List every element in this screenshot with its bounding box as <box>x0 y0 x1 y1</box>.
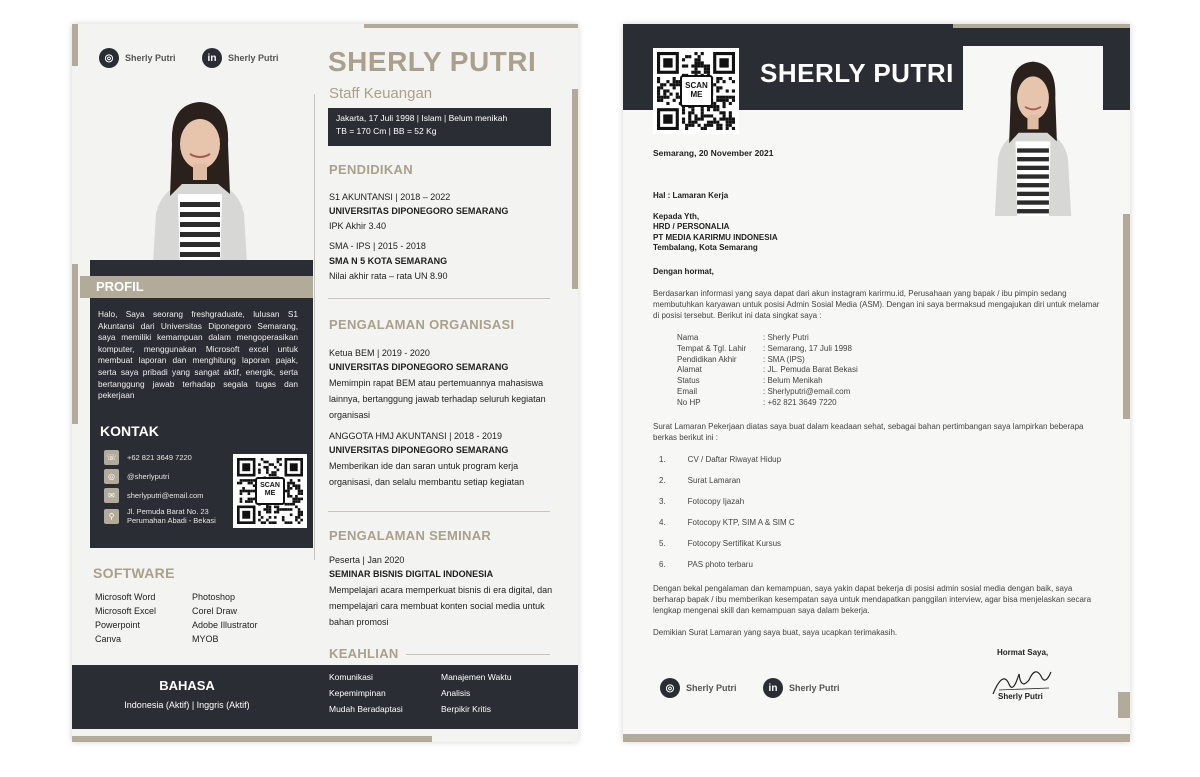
letter-paragraph-4: Demikian Surat Lamaran yang saya buat, saya ucapkan terimakasih. <box>653 628 898 637</box>
bahasa-heading: BAHASA <box>159 678 215 693</box>
kontak-email[interactable]: ✉ sherlyputri@email.com <box>104 488 239 503</box>
kontak-phone[interactable]: ☏ +62 821 3649 7220 <box>104 450 239 465</box>
organisasi-section: Ketua BEM | 2019 - 2020 UNIVERSITAS DIPONEGORO SEMARANG Memimpin rapat BEM atau pertemuannya mahasiswa lainnya, bertanggung jawab terhadap seluruh kegiatan organisasi ANGGOTA HMJ AKUNTANSI | 2018 - 2019 UNIVERSITAS DIPONEGORO SEMARANG Memberikan ide dan saran untuk program kerja organisasi, dan selalu membantu setiap kegiatan <box>329 348 546 487</box>
seminar-section: Peserta | Jan 2020 SEMINAR BISNIS DIGITAL INDONESIA Mempelajari acara memperkuat bisnis di era digital, dan mempelajari cara membuat konten social media untuk bahan promosi <box>329 555 553 627</box>
accent-bar <box>72 264 78 424</box>
letter-details <box>677 333 923 409</box>
keahlian-item: Berpikir Kritis <box>441 704 492 714</box>
profil-text: Halo, Saya seorang freshgraduate, lulusan S1 Akuntansi dari Universitas Diponegoro Semarang, saya memiliki kemampuan dalam mengoperasikan komputer, menggunakan Microsoft excel untuk membuat laporan dan menghitung laporan pajak, serta saya pribadi yang sangat aktif, energik, serta bertanggung jawab terhadap segala tugas dan pekerjaan <box>98 309 298 401</box>
detail-key: Alamat <box>677 365 702 375</box>
attachment-number: 6. <box>659 560 666 569</box>
detail-value: : +62 821 3649 7220 <box>763 397 837 407</box>
instagram-icon: ◎ <box>660 678 680 698</box>
detail-key: Email <box>677 386 698 396</box>
attachment-item <box>659 476 795 485</box>
accent-bar <box>364 24 578 28</box>
attachment-number: 5. <box>659 539 666 548</box>
letter-paragraph-1: Berdasarkan informasi yang saya dapat dari akun instagram karirmu.id, Perusahaan yang bapak / ibu pimpin sedang membutuhkan karyawan untuk posisi Admin Sosial Media (ASM). Dengan ini saya bermaksud mengajukan diri untuk melamar di posisi tersebut. Berikut ini data singkat saya : <box>653 289 1100 321</box>
attachment-item <box>659 518 795 527</box>
qr-code-icon[interactable] <box>653 48 739 134</box>
letter-date: Semarang, 20 November 2021 <box>653 148 774 158</box>
software-item: Corel Draw <box>192 606 238 616</box>
attachment-text: Fotocopy Ijazah <box>687 497 745 506</box>
kontak-address: ⚲ Jl. Pemuda Barat No. 23 Perumahan Abadi - Bekasi <box>104 507 239 525</box>
keahlian-item: Mudah Beradaptasi <box>329 704 403 714</box>
attachment-text: Fotocopy Sertifikat Kursus <box>687 539 782 548</box>
detail-value: : JL. Pemuda Barat Bekasi <box>763 365 858 375</box>
qr-scan-label: SCAN ME <box>255 477 285 505</box>
software-item: Photoshop <box>192 592 236 602</box>
attachment-number: 1. <box>659 455 666 464</box>
accent-bar <box>623 734 1130 742</box>
keahlian-item: Manajemen Waktu <box>441 672 512 682</box>
letter-name: SHERLY PUTRI <box>760 58 954 88</box>
accent-gap <box>432 736 578 742</box>
detail-value: : SMA (IPS) <box>763 354 805 364</box>
detail-value: : Semarang, 17 Juli 1998 <box>763 343 852 353</box>
letter-subject: Hal : Lamaran Kerja <box>653 191 729 200</box>
personal-info-line1: Jakarta, 17 Juli 1998 | Islam | Belum menikah <box>336 113 508 123</box>
software-list <box>95 592 302 644</box>
cv-name: SHERLY PUTRI <box>328 46 537 77</box>
cv-page <box>72 24 578 742</box>
attachment-text: CV / Daftar Riwayat Hidup <box>687 455 782 464</box>
keahlian-item: Kepemimpinan <box>329 688 386 698</box>
seminar-heading: PENGALAMAN SEMINAR <box>329 528 492 543</box>
qr-code-icon[interactable] <box>233 454 307 528</box>
linkedin-link[interactable]: in Sherly Putri <box>202 48 279 68</box>
keahlian-item: Analisis <box>441 688 471 698</box>
keahlian-heading: KEAHLIAN <box>329 646 399 661</box>
profile-photo <box>112 84 288 280</box>
kontak-heading: KONTAK <box>100 423 159 439</box>
instagram-link[interactable]: ◎ Sherly Putri <box>660 678 737 698</box>
accent-bar <box>72 24 78 66</box>
organisasi-heading: PENGALAMAN ORGANISASI <box>329 317 515 332</box>
letter-photo <box>963 46 1103 216</box>
software-item: Canva <box>95 634 122 644</box>
software-item: Microsoft Excel <box>95 606 157 616</box>
detail-key: Pendidikan Akhir <box>677 354 737 364</box>
qr-scan-label: SCAN ME <box>680 75 713 107</box>
letter-greeting: Dengan hormat, <box>653 267 714 276</box>
detail-key: No HP <box>677 397 701 407</box>
instagram-link[interactable]: ◎ Sherly Putri <box>99 48 176 68</box>
keahlian-list <box>329 672 551 714</box>
detail-key: Nama <box>677 333 699 342</box>
accent-bar <box>1123 214 1130 419</box>
linkedin-link[interactable]: in Sherly Putri <box>763 678 840 698</box>
software-item: MYOB <box>192 634 219 644</box>
section-divider <box>328 511 550 512</box>
attachment-number: 3. <box>659 497 666 506</box>
software-item: Powerpoint <box>95 620 141 630</box>
keahlian-item: Komunikasi <box>329 672 373 682</box>
column-divider <box>314 94 315 560</box>
bahasa-text: Indonesia (Aktif) | Inggris (Aktif) <box>124 700 250 710</box>
letter-recipient: Kepada Yth, HRD / PERSONALIA PT MEDIA KARIRMU INDONESIA Tembalang, Kota Semarang <box>653 212 778 253</box>
phone-icon: ☏ <box>104 450 119 465</box>
section-divider <box>328 298 550 299</box>
kontak-list <box>104 450 239 529</box>
detail-key: Status <box>677 376 700 386</box>
letter-paragraph-2: Surat Lamaran Pekerjaan diatas saya buat dalam keadaan sehat, sebagai bahan pertimbangan saya lampirkan beberapa berkas berikut ini : <box>653 422 1084 443</box>
letter-page <box>623 24 1130 742</box>
location-icon: ⚲ <box>104 509 119 524</box>
attachment-item <box>659 560 795 569</box>
kontak-instagram[interactable]: ◎ @sherlyputri <box>104 469 239 484</box>
attachment-item <box>659 455 795 464</box>
linkedin-icon: in <box>202 48 222 68</box>
detail-value: : Sherly Putri <box>763 333 809 342</box>
personal-info-box <box>328 108 551 146</box>
attachment-text: Surat Lamaran <box>687 476 741 485</box>
personal-info-line2: TB = 170 Cm | BB = 52 Kg <box>336 125 437 136</box>
attachment-list <box>659 455 795 581</box>
accent-bar <box>572 89 578 289</box>
letter-closing: Hormat Saya, <box>997 648 1049 657</box>
cv-role: Staff Keuangan <box>329 85 433 102</box>
pendidikan-section: S1 AKUNTANSI | 2018 – 2022 UNIVERSITAS DIPONEGORO SEMARANG IPK Akhir 3.40 SMA - IPS | 2015 - 2018 SMA N 5 KOTA SEMARANG Nilai akhir rata – rata UN 8.90 <box>329 192 509 281</box>
attachment-number: 2. <box>659 476 666 485</box>
instagram-icon: ◎ <box>99 48 119 68</box>
software-item: Adobe Illustrator <box>192 620 258 630</box>
pendidikan-heading: PENDIDIKAN <box>329 162 413 177</box>
accent-bar <box>953 24 1130 28</box>
attachment-number: 4. <box>659 518 666 527</box>
linkedin-icon: in <box>763 678 783 698</box>
detail-key: Tempat & Tgl. Lahir <box>677 343 747 353</box>
accent-bar <box>1118 692 1130 718</box>
attachment-item <box>659 539 795 548</box>
profil-heading: PROFIL <box>96 279 144 294</box>
letter-paragraph-3: Dengan bekal pengalaman dan kemampuan, saya yakin dapat bekerja di posisi admin sosial media dengan baik, saya berharap bapak / ibu memberikan kesempatan saya untuk mendapatkan panggilan interview, agar bisa menjelaskan secara lengkap mengenai skill dan kemampuan saya dalam bekerja. <box>653 584 1092 616</box>
instagram-icon: ◎ <box>104 469 119 484</box>
detail-value: : Belum Menikah <box>763 376 823 386</box>
detail-value: : Sherlyputri@email.com <box>763 386 851 396</box>
attachment-text: Fotocopy KTP, SIM A & SIM C <box>687 518 795 527</box>
section-divider <box>406 654 550 655</box>
attachment-item <box>659 497 795 506</box>
signature-name: Sherly Putri <box>998 692 1043 701</box>
email-icon: ✉ <box>104 488 119 503</box>
attachment-text: PAS photo terbaru <box>687 560 753 569</box>
software-heading: SOFTWARE <box>93 565 175 581</box>
software-item: Microsoft Word <box>95 592 156 602</box>
